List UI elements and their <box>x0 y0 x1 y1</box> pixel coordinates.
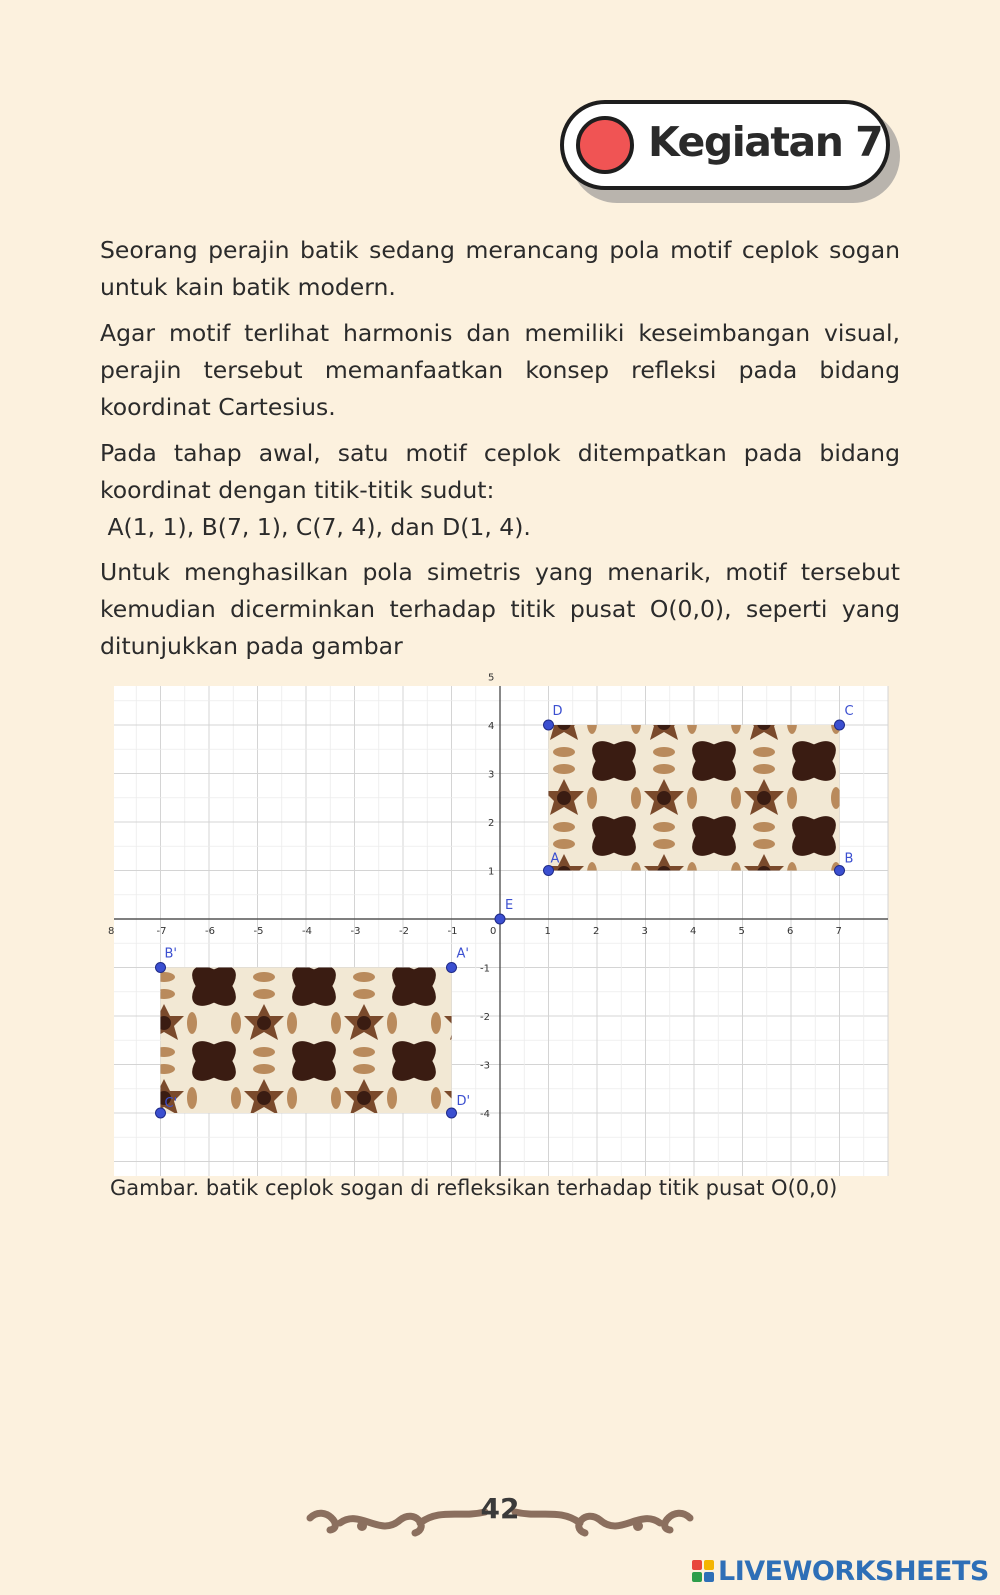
x-tick-label: -6 <box>205 926 215 937</box>
y-tick-label: 3 <box>488 769 495 781</box>
liveworksheets-logo-icon <box>692 1560 714 1582</box>
point-A-prime <box>447 963 457 973</box>
point-D <box>544 720 554 730</box>
x-tick-label: 0 <box>490 926 497 937</box>
x-tick-label: -2 <box>399 926 409 937</box>
y-tick-label: 2 <box>488 818 495 829</box>
paragraph-symmetry: Untuk menghasilkan pola simetris yang menarik, motif tersebut kemudian dicerminkan terhadap titik pusat O(0,0), seperti yang ditunjukkan pada gambar <box>100 558 900 660</box>
x-tick-label: 5 <box>738 926 745 937</box>
motif-reflected <box>161 968 452 1114</box>
paragraph-intro: Seorang perajin batik sedang merancang pola motif ceplok sogan untuk kain batik modern. <box>100 236 900 301</box>
paragraph-coordinates <box>100 435 900 546</box>
figure-caption: Gambar. batik ceplok sogan di refleksikan terhadap titik pusat O(0,0) <box>110 1176 838 1200</box>
x-tick-label: 2 <box>593 926 600 937</box>
y-tick-label: 4 <box>488 721 495 732</box>
coordinate-plane-figure <box>108 672 888 1176</box>
point-B <box>835 866 845 876</box>
x-tick-label: 1 <box>544 926 551 937</box>
point-label: B' <box>164 946 177 962</box>
x-tick-label: 3 <box>641 926 648 937</box>
y-tick-label: 5 <box>488 672 495 684</box>
point-C <box>835 720 845 730</box>
point-E <box>495 914 505 924</box>
point-label: E <box>505 898 514 913</box>
red-dot-icon <box>576 116 634 174</box>
x-tick-label: -5 <box>253 926 264 937</box>
point-B-prime <box>156 963 166 973</box>
page-number: 42 <box>480 1492 520 1525</box>
y-tick-label: -4 <box>480 1109 490 1120</box>
point-label: A' <box>456 946 469 962</box>
ornament-swirl-left <box>310 1512 485 1533</box>
x-tick-label: -1 <box>447 926 458 937</box>
point-label: C <box>844 704 854 719</box>
point-A <box>544 866 554 876</box>
activity-title: Kegiatan 7 <box>648 118 883 166</box>
ornament-dot <box>357 1521 367 1531</box>
x-tick-label: -7 <box>156 926 167 937</box>
point-label: C' <box>164 1096 178 1111</box>
coordinates-intro: Pada tahap awal, satu motif ceplok ditempatkan pada bidang koordinat dengan titik-titik sudut: <box>100 439 900 504</box>
motif-original <box>549 725 840 871</box>
coordinates-list: A(1, 1), B(7, 1), C(7, 4), dan D(1, 4). <box>100 513 531 541</box>
activity-badge <box>560 100 890 190</box>
ornament-swirl-right <box>515 1512 690 1533</box>
point-label: B <box>844 851 854 867</box>
x-tick-label: 8 <box>108 926 115 937</box>
x-tick-label: 6 <box>787 926 794 937</box>
y-tick-label: 1 <box>488 866 495 878</box>
paragraph-reflection-concept: Agar motif terlihat harmonis dan memiliki keseimbangan visual, perajin tersebut memanfaatkan konsep refleksi pada bidang koordinat Cartesius. <box>100 319 900 421</box>
point-label: D' <box>456 1094 471 1109</box>
ornament-dot <box>633 1521 643 1531</box>
x-tick-label: 7 <box>835 926 842 937</box>
y-tick-label: -2 <box>480 1012 490 1023</box>
point-label: D <box>552 704 563 719</box>
x-tick-label: -3 <box>350 926 361 937</box>
liveworksheets-text: LIVEWORKSHEETS <box>718 1555 989 1587</box>
x-tick-label: -4 <box>302 926 312 937</box>
liveworksheets-watermark <box>692 1554 992 1588</box>
point-D-prime <box>447 1108 457 1118</box>
x-tick-label: 4 <box>690 926 697 937</box>
point-label: A <box>550 851 560 867</box>
y-tick-label: -3 <box>480 1060 490 1072</box>
y-tick-label: -1 <box>480 963 490 975</box>
